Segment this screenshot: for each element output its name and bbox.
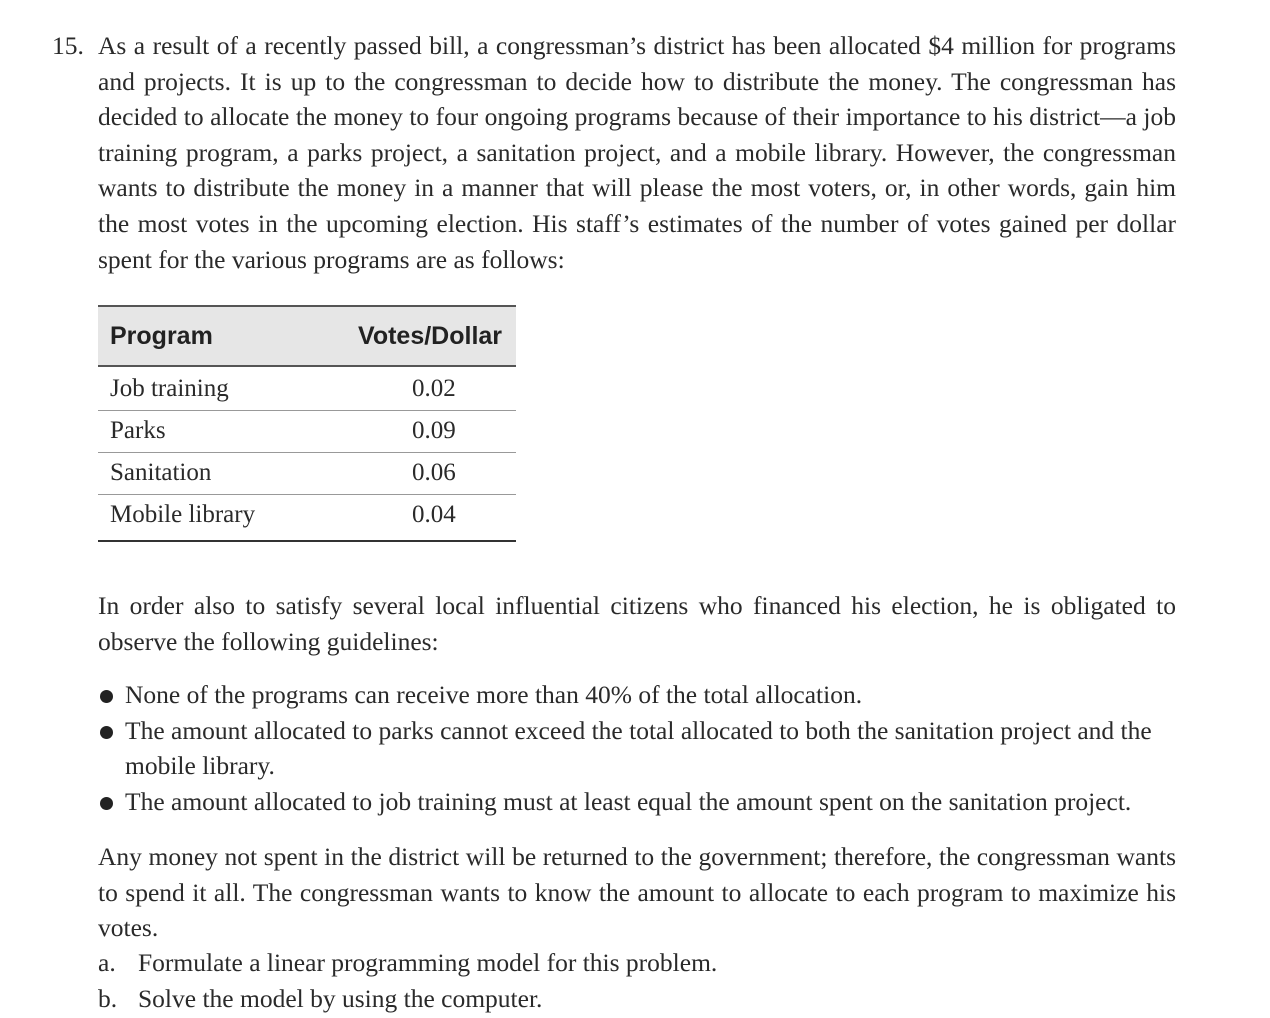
guidelines-intro-paragraph: In order also to satisfy several local influential citizens who financed his election, he is obligated to observe the following guidelines: xyxy=(98,591,1176,656)
question-parts xyxy=(98,945,1178,1016)
guideline-text: None of the programs can receive more than 40% of the total allocation. xyxy=(125,680,863,709)
table-header-row xyxy=(98,307,516,365)
table-row xyxy=(98,495,516,537)
problem-number: 15. xyxy=(52,31,84,60)
closing-paragraph: Any money not spent in the district will be returned to the government; therefore, the congressman wants to spend it all. The congressman wants to know the amount to allocate to each program to maximize his votes. xyxy=(98,842,1176,943)
part-label: a. xyxy=(98,948,116,977)
table-bottom-rule xyxy=(98,540,516,542)
problem-intro-paragraph: As a result of a recently passed bill, a congressman’s district has been allocated $4 million for programs and projects. It is up to the congressman to decide how to distribute the money. The congressman has decided to allocate the money to four ongoing programs because of their importance to his district—a job training program, a parks project, a sanitation project, and a mobile library. However, the congressman wants to distribute the money in a manner that will please the most voters, or, in other words, gain him the most votes in the upcoming election. His staff’s estimates of the number of votes gained per dollar spent for the various programs are as follows: xyxy=(98,31,1176,274)
part-text: Formulate a linear programming model for this problem. xyxy=(138,948,718,977)
guideline-text: The amount allocated to parks cannot exceed the total allocated to both the sanitation project and the mobile library. xyxy=(125,715,1152,781)
bullet-icon xyxy=(100,690,113,703)
row-program: Sanitation xyxy=(110,459,212,486)
row-votes: 0.09 xyxy=(412,417,456,444)
table-row xyxy=(98,369,516,411)
guideline-text: The amount allocated to job training must at least equal the amount spent on the sanitation project. xyxy=(125,786,1132,816)
row-votes: 0.04 xyxy=(412,501,456,528)
header-votes-dollar: Votes/Dollar xyxy=(358,322,503,350)
row-program: Job training xyxy=(110,375,229,402)
table-header-rule xyxy=(98,365,516,367)
part-text: Solve the model by using the computer. xyxy=(138,983,543,1013)
part-label: b. xyxy=(98,983,118,1013)
row-program: Parks xyxy=(110,417,166,444)
guidelines-list xyxy=(98,677,1178,819)
bullet-icon xyxy=(100,726,113,739)
list-item xyxy=(98,784,1178,820)
header-program: Program xyxy=(110,322,213,350)
list-item xyxy=(98,677,1178,713)
table-row xyxy=(98,453,516,495)
row-program: Mobile library xyxy=(110,501,256,528)
question-part-a xyxy=(98,945,1178,981)
row-votes: 0.02 xyxy=(412,375,456,402)
table-row xyxy=(98,411,516,453)
list-item xyxy=(98,713,1178,784)
question-part-b xyxy=(98,981,1178,1017)
row-votes: 0.06 xyxy=(412,459,456,486)
bullet-icon xyxy=(100,797,113,810)
